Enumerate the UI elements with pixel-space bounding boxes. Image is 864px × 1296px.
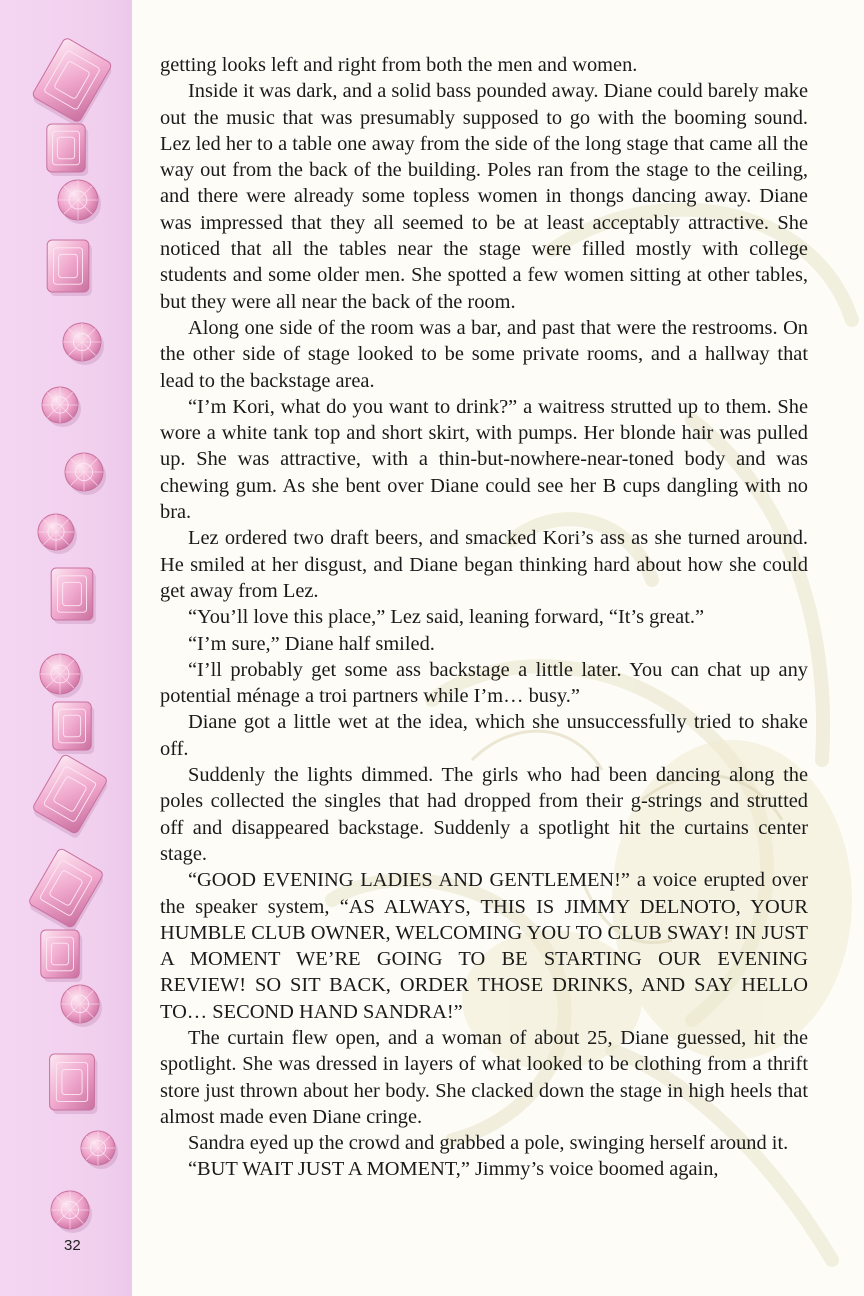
emerald-gem-icon xyxy=(47,240,92,296)
round-gem-icon xyxy=(65,453,106,495)
paragraph: The curtain flew open, and a woman of about 25, Diane guessed, hit the spotlight. She was dressed in layers of what looked to be clothing from a thrift store just thrown about her body. She clacked down the stage in high heels that almost made even Diane cringe. xyxy=(160,1026,808,1128)
paragraph: “I’ll probably get some ass backstage a little later. You can chat up any potential ménage a troi partners while I’m… busy.” xyxy=(160,658,808,708)
emerald-gem-icon xyxy=(50,1054,98,1114)
emerald-gem-icon xyxy=(47,124,88,176)
emerald-gem-icon xyxy=(29,37,115,128)
body-text xyxy=(160,52,808,1183)
round-gem-icon xyxy=(63,323,104,365)
round-gem-icon xyxy=(42,387,81,427)
paragraph: “I’m Kori, what do you want to drink?” a waitress strutted up to them. She wore a white tank top and short skirt, with pumps. Her blonde hair was pulled up. She was attractive, with a thin-but-nowhere-near-toned body and was chewing gum. As she bent over Diane could see her B cups dangling with no bra. xyxy=(160,395,808,524)
emerald-gem-icon xyxy=(41,930,82,982)
emerald-gem-icon xyxy=(30,753,111,839)
emerald-gem-icon xyxy=(26,847,107,933)
paragraph: “BUT WAIT JUST A MOMENT,” Jimmy’s voice boomed again, xyxy=(188,1158,719,1181)
gem-column xyxy=(0,0,132,1296)
paragraph: Suddenly the lights dimmed. The girls who had been dancing along the poles collected the singles that had dropped from their g-strings and strutted off and disappeared backstage. Suddenly a spotlight hit the curtains center stage. xyxy=(160,764,808,865)
paragraph: Sandra eyed up the crowd and grabbed a pole, swinging herself around it. xyxy=(188,1132,789,1155)
round-gem-icon xyxy=(38,514,77,554)
paragraph: getting looks left and right from both the men and women. xyxy=(160,54,638,76)
paragraph: Diane got a little wet at the idea, which she unsuccessfully tried to shake off. xyxy=(160,711,808,760)
gem-sidebar xyxy=(0,0,132,1296)
paragraph: “I’m sure,” Diane half smiled. xyxy=(188,632,435,655)
page-number: 32 xyxy=(64,1237,81,1254)
round-gem-icon xyxy=(51,1191,92,1233)
round-gem-icon xyxy=(40,654,83,698)
paragraph: Lez ordered two draft beers, and smacked Kori’s ass as she turned around. He smiled at her disgust, and Diane began thinking hard about how she could get away from Lez. xyxy=(160,527,808,602)
round-gem-icon xyxy=(58,180,101,224)
paragraph: “GOOD EVENING LADIES AND GENTLEMEN!” a voice erupted over the speaker system, “AS ALWAYS, THIS IS JIMMY DELNOTO, YOUR HUMBLE CLUB OWNER, WELCOMING YOU TO CLUB SWAY! IN JUST A MOMENT WE’RE GOING TO BE STARTING OUR EVENING REVIEW! SO SIT BACK, ORDER THOSE DRINKS, AND SAY HELLO TO… SECOND HAND SANDRA!” xyxy=(160,869,808,1023)
paragraph: “You’ll love this place,” Lez said, leaning forward, “It’s great.” xyxy=(188,606,705,629)
paragraph: Along one side of the room was a bar, and past that were the restrooms. On the other side of stage looked to be some private rooms, and a hallway that lead to the backstage area. xyxy=(160,316,808,392)
round-gem-icon xyxy=(81,1131,118,1169)
emerald-gem-icon xyxy=(53,702,94,754)
round-gem-icon xyxy=(61,985,102,1027)
paragraph: Inside it was dark, and a solid bass pounded away. Diane could barely make out the music that was presumably supposed to go with the booming sound. Lez led her to a table one away from the side of the long stage that came all the way out from the back of the building. Poles ran from the stage to the ceiling, and there were already some topless women in thongs dancing away. Diane was impressed that they all seemed to be at least acceptably attractive. She noticed that all the tables near the stage were filled mostly with college students and some older men. She spotted a few women sitting at other tables, but they were all near the back of the room. xyxy=(160,80,808,313)
emerald-gem-icon xyxy=(51,568,96,624)
